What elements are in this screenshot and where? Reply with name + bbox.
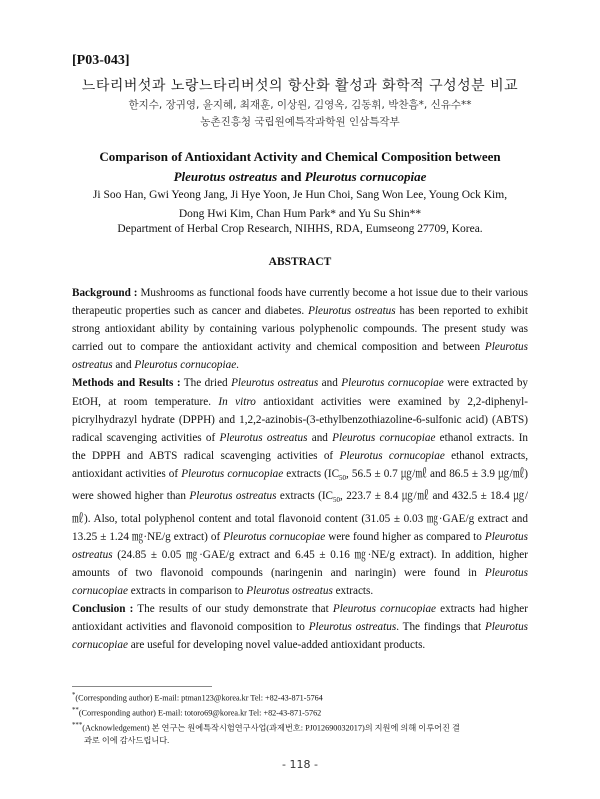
text-run: and — [307, 431, 333, 444]
abstract-heading: ABSTRACT — [268, 256, 332, 268]
footnotes — [72, 690, 528, 747]
species-name: Pleurotus ostreatus — [246, 584, 333, 597]
species-name: Pleurotus cornucopiae — [332, 431, 436, 444]
species-name: Pleurotus ostreatus — [308, 621, 397, 634]
species-name: Pleurotus ostreatus — [72, 341, 528, 372]
methods-paragraph — [72, 374, 528, 600]
footnote-3 — [72, 720, 528, 735]
paper-code: [P03-043] — [72, 53, 130, 68]
footnote-3-continued: 과로 이에 감사드립니다. — [84, 736, 170, 746]
footnote-1-text: (Corresponding author) E-mail: ptman123@korea.kr Tel: +82-43-871-5764 — [75, 693, 323, 703]
text-run: The results of our study demonstrate that — [133, 603, 333, 616]
species-name: Pleurotus ostreatus — [189, 490, 277, 503]
text-run: has been reported to exhibit strong antioxidant ability by containing various polyphenolic compounds. The present study was carried out to compare the antioxidant activity and chemical composition and between — [72, 305, 528, 354]
korean-title: 느타리버섯과 노랑느타리버섯의 항산화 활성과 화학적 구성성분 비교 — [81, 78, 519, 94]
text-run: and — [318, 377, 342, 390]
species-name: Pleurotus ostreatus — [308, 305, 396, 318]
conclusion-text — [72, 603, 528, 651]
english-title-line2 — [0, 167, 600, 187]
footnote-2 — [72, 705, 528, 720]
species-name: Pleurotus ostreatus — [231, 377, 319, 390]
text-run: and — [112, 359, 135, 372]
footnote-1 — [72, 690, 528, 705]
text-run: , 56.5 ± 0.7 ㎍/㎖ and 86.5 ± 3.9 ㎍/㎖) were showed higher than — [72, 467, 528, 503]
species-name: Pleurotus cornucopiae — [223, 530, 326, 543]
species-name: Pleurotus ostreatus — [219, 431, 308, 444]
species-name: Pleurotus cornucopiae — [341, 377, 444, 390]
english-affiliation: Department of Herbal Crop Research, NIHHS, RDA, Eumseong 27709, Korea. — [117, 223, 483, 235]
text-run: antioxidant activities were examined by 2,2-diphenyl-picrylhydrazyl hydrate (DPPH) and 1,2,2-azinobis-(3-ethylbenzothiazoline-6-sulfonic acid) (ABTS) radical scavenging activities of — [72, 395, 528, 444]
background-label: Background : — [72, 287, 138, 299]
english-authors-line2: Dong Hwi Kim, Chan Hum Park* and Yu Su Shin** — [178, 208, 422, 220]
methods-text — [72, 377, 528, 597]
english-authors-line1: Ji Soo Han, Gwi Yeong Jang, Ji Hye Yoon, Je Hun Choi, Sang Won Lee, Young Ock Kim, — [92, 189, 508, 201]
text-run: ethanol extracts. In the DPPH and ABTS radical scavenging activities of — [72, 431, 529, 462]
text-run: extracts in comparison to — [127, 584, 247, 597]
text-run: were extracted by EtOH, at room temperature. — [72, 377, 529, 408]
abstract-body — [72, 284, 528, 654]
species-name: Pleurotus cornucopiae — [332, 603, 437, 616]
text-run: are useful for developing novel value-added antioxidant products. — [127, 639, 426, 652]
english-authors — [0, 186, 600, 224]
text-run: Mushrooms as functional foods have currently become a hot issue due to their various therapeutic properties such as cancer and diabetes. — [72, 287, 528, 318]
species-name: Pleurotus cornucopiae — [134, 359, 237, 372]
background-text — [72, 287, 528, 371]
text-run: ethanol extracts, antioxidant activities of — [72, 449, 528, 480]
conclusion-label: Conclusion : — [72, 603, 134, 616]
footnote-2-mark: ** — [72, 707, 79, 715]
text-run: extracts. — [332, 584, 374, 597]
footnote-3-text: (Acknowledgement) 본 연구는 원예특작시험연구사업(과제번호: PJ012690032017)의 지원에 의해 이루어진 결 — [82, 723, 460, 733]
korean-authors: 한지수, 장귀영, 윤지혜, 최재훈, 이상원, 김영옥, 김동휘, 박찬흠*, 신유수** — [128, 99, 472, 111]
footnote-divider — [72, 686, 212, 687]
species-name: In vitro — [218, 395, 256, 408]
conclusion-paragraph — [72, 600, 528, 654]
text-run: extracts had higher antioxidant activities and flavonoid composition to — [72, 603, 528, 634]
text-run: , 223.7 ± 8.4 ㎍/㎖ and 432.5 ± 18.4 ㎍/㎖). Also, total polyphenol content and total flavonoid content (31.05 ± 0.03 ㎎·GAE/g extract and 13.25 ± 1.24 ㎎·NE/g extract) of — [72, 490, 529, 543]
species-name: Pleurotus cornucopiae — [72, 566, 528, 597]
text-run: . The findings that — [396, 621, 485, 634]
footnote-3-mark: *** — [72, 722, 83, 730]
methods-label: Methods and Results : — [72, 377, 181, 390]
text-run: . — [236, 359, 239, 372]
text-run: (24.85 ± 0.05 ㎎·GAE/g extract and 6.45 ± 0.16 ㎎·NE/g extract). In addition, higher amounts of two flavonoid compounds (naringenin and naringin) were found in — [72, 548, 528, 579]
korean-affiliation: 농촌진흥청 국립원예특작과학원 인삼특작부 — [200, 116, 400, 128]
title-and: and — [277, 169, 305, 184]
page-number: - 118 - — [282, 758, 318, 771]
english-title — [0, 147, 600, 187]
footnote-2-text: (Corresponding author) E-mail: totoro69@korea.kr Tel: +82-43-871-5762 — [78, 708, 322, 718]
text-run: extracts (IC — [283, 467, 340, 480]
species-name: Pleurotus cornucopiae — [181, 467, 284, 480]
background-paragraph — [72, 284, 528, 374]
text-run: were found higher as compared to — [325, 530, 485, 543]
text-run: extracts (IC — [276, 490, 334, 503]
ic50-subscript: 50 — [333, 496, 341, 505]
title-species-1: Pleurotus ostreatus — [173, 169, 278, 184]
species-name: Pleurotus cornucopiae — [339, 449, 445, 462]
text-run: The dried — [180, 377, 232, 390]
english-title-line1: Comparison of Antioxidant Activity and Chemical Composition between — [99, 149, 501, 164]
footnote-1-mark: * — [72, 692, 76, 699]
species-name: Pleurotus cornucopiae — [72, 621, 529, 652]
title-species-2: Pleurotus cornucopiae — [304, 169, 427, 184]
ic50-subscript: 50 — [339, 474, 347, 483]
species-name: Pleurotus ostreatus — [72, 530, 528, 561]
